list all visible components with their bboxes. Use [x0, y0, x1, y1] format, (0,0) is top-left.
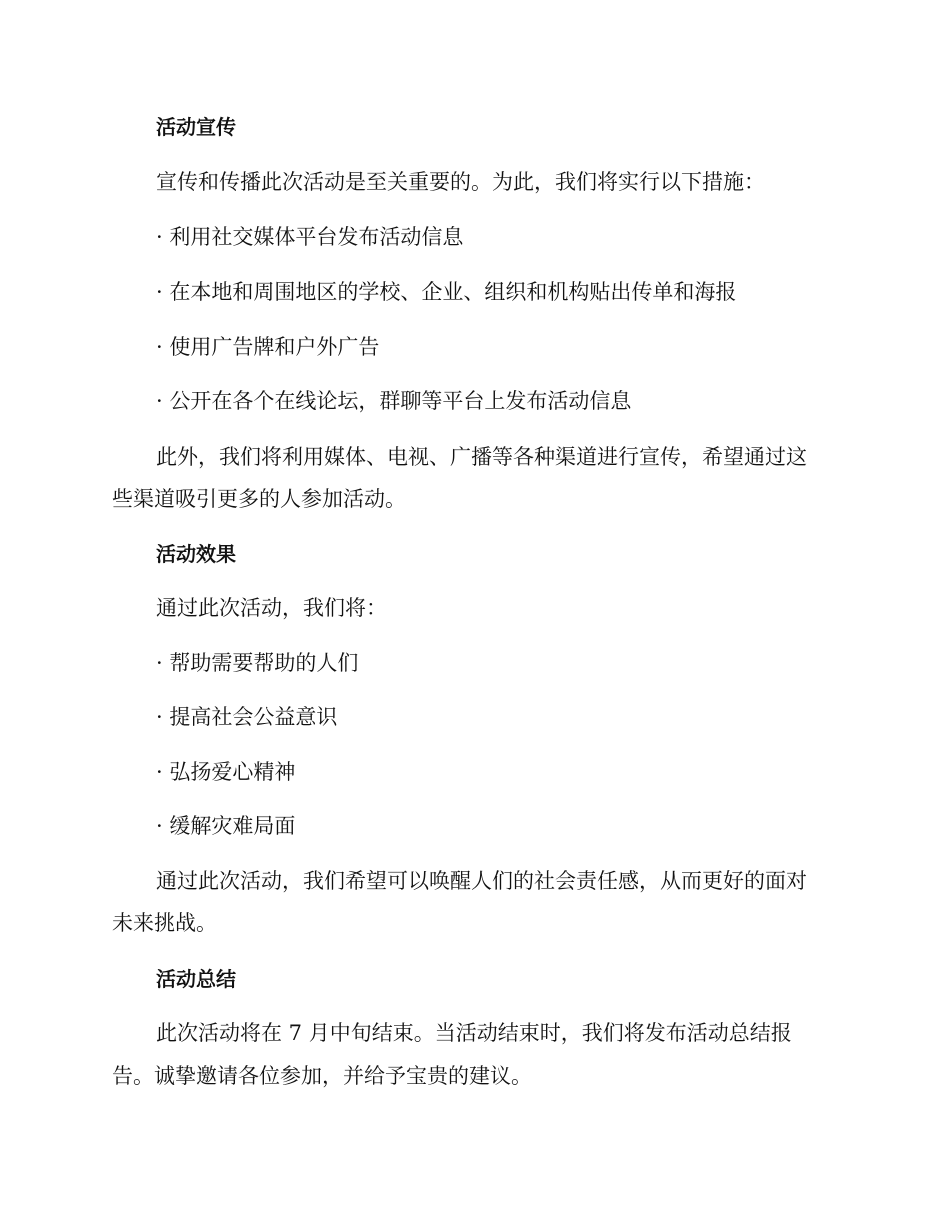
paragraph-line: 未来挑战。: [112, 911, 217, 935]
section-heading-summary: 活动总结: [156, 967, 236, 991]
list-item: · 缓解灾难局面: [156, 814, 296, 838]
list-item: · 提高社会公益意识: [156, 705, 338, 729]
paragraph-line: 告。诚挚邀请各位参加，并给予宝贵的建议。: [112, 1064, 532, 1088]
paragraph-line: 此外，我们将利用媒体、电视、广播等各种渠道进行宣传，希望通过这: [156, 445, 807, 469]
list-item: · 弘扬爱心精神: [156, 760, 296, 784]
section-intro-publicity: 宣传和传播此次活动是至关重要的。为此，我们将实行以下措施：: [156, 170, 765, 194]
section-heading-effect: 活动效果: [156, 542, 236, 566]
list-item: · 帮助需要帮助的人们: [156, 651, 359, 675]
paragraph-line: 此次活动将在 7 月中旬结束。当活动结束时，我们将发布活动总结报: [156, 1021, 792, 1045]
paragraph-line: 通过此次活动，我们希望可以唤醒人们的社会责任感，从而更好的面对: [156, 869, 807, 893]
list-item: · 利用社交媒体平台发布活动信息: [156, 225, 464, 249]
list-item: · 使用广告牌和户外广告: [156, 335, 380, 359]
paragraph-line: 些渠道吸引更多的人参加活动。: [112, 487, 406, 511]
section-heading-publicity: 活动宣传: [156, 115, 236, 139]
list-item: · 公开在各个在线论坛，群聊等平台上发布活动信息: [156, 389, 632, 413]
section-intro-effect: 通过此次活动，我们将：: [156, 596, 387, 620]
list-item: · 在本地和周围地区的学校、企业、组织和机构贴出传单和海报: [156, 280, 737, 304]
